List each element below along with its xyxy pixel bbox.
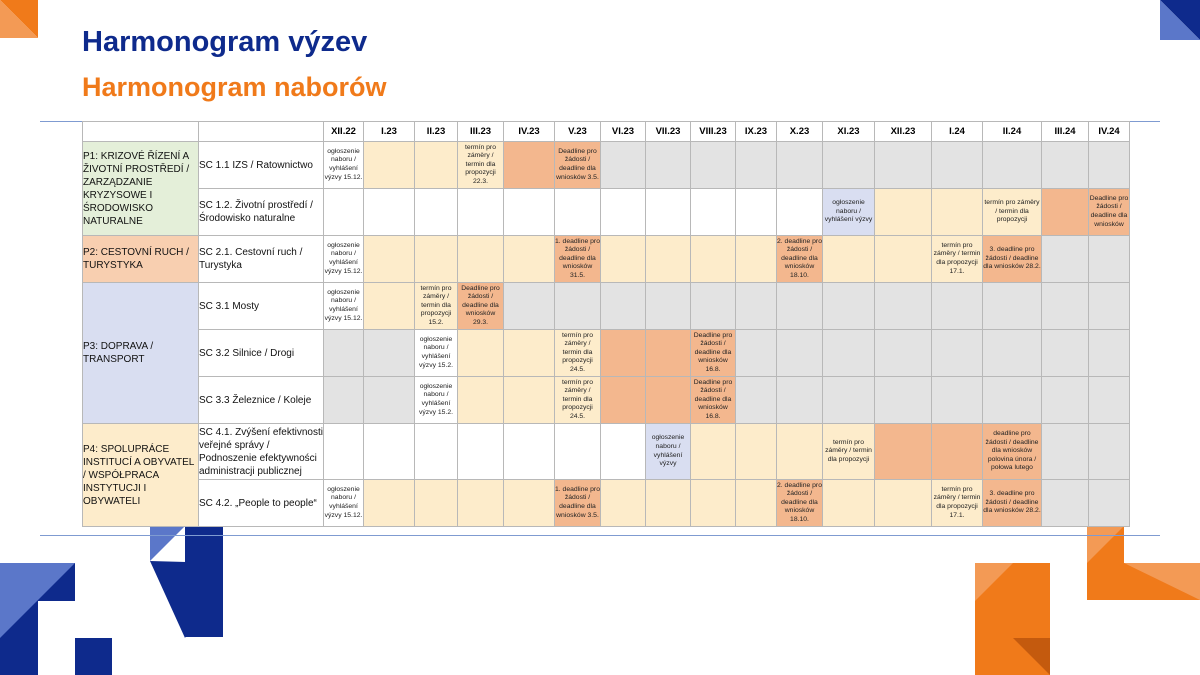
- schedule-cell: [875, 330, 932, 377]
- schedule-cell: [777, 330, 823, 377]
- objective-cell: SC 4.1. Zvýšení efektivnosti veřejné správy / Podnoszenie efektywności administracji publicznej: [199, 424, 324, 480]
- schedule-cell: Deadline pro žádosti / deadline dla wniosków: [1089, 189, 1130, 236]
- schedule-cell: [458, 189, 504, 236]
- schedule-cell: [736, 283, 777, 330]
- schedule-cell: [415, 142, 458, 189]
- header-blank-cell: [83, 122, 199, 142]
- schedule-cell: [646, 142, 691, 189]
- schedule-cell: [364, 377, 415, 424]
- schedule-cell: [504, 142, 555, 189]
- schedule-cell: [1042, 480, 1089, 527]
- month-header: VII.23: [646, 122, 691, 142]
- schedule-cell: [691, 480, 736, 527]
- schedule-cell: 1. deadline pro žádosti / deadline dla wniosków 31.5.: [555, 236, 601, 283]
- schedule-cell: [601, 236, 646, 283]
- schedule-cell: [458, 480, 504, 527]
- schedule-cell: [504, 283, 555, 330]
- schedule-cell: [1042, 283, 1089, 330]
- objective-cell: SC 2.1. Cestovní ruch / Turystyka: [199, 236, 324, 283]
- schedule-cell: [823, 480, 875, 527]
- schedule-cell: [324, 330, 364, 377]
- schedule-cell: [777, 189, 823, 236]
- schedule-cell: [1089, 236, 1130, 283]
- bottom-right-decoration: [975, 526, 1200, 675]
- schedule-cell: termín pro záměry / termin dla propozycji 17.1.: [932, 480, 983, 527]
- schedule-cell: ogłoszenie naboru / vyhlášení výzvy: [823, 189, 875, 236]
- schedule-cell: [777, 142, 823, 189]
- month-header: IV.23: [504, 122, 555, 142]
- schedule-cell: [1089, 142, 1130, 189]
- schedule-cell: termín pro záměry / termin dla propozycji: [823, 424, 875, 480]
- schedule-cell: [1089, 480, 1130, 527]
- schedule-cell: [601, 189, 646, 236]
- schedule-cell: termín pro záměry / termin dla propozycji 17.1.: [932, 236, 983, 283]
- schedule-cell: [691, 236, 736, 283]
- schedule-row: [83, 480, 1130, 527]
- schedule-cell: ogłoszenie naboru / vyhlášení výzvy 15.12.: [324, 142, 364, 189]
- schedule-row: [83, 236, 1130, 283]
- objective-cell: SC 3.1 Mosty: [199, 283, 324, 330]
- schedule-cell: [983, 330, 1042, 377]
- schedule-cell: [324, 424, 364, 480]
- schedule-cell: [736, 330, 777, 377]
- schedule-cell: [691, 283, 736, 330]
- schedule-cell: [364, 330, 415, 377]
- schedule-cell: [736, 424, 777, 480]
- schedule-cell: [932, 377, 983, 424]
- schedule-cell: [458, 424, 504, 480]
- schedule-cell: [601, 424, 646, 480]
- schedule-cell: [736, 480, 777, 527]
- schedule-cell: Deadline pro žádosti / deadline dla wniosków 16.8.: [691, 330, 736, 377]
- title-polish: Harmonogram naborów: [82, 72, 387, 102]
- schedule-cell: [823, 236, 875, 283]
- schedule-row: [83, 377, 1130, 424]
- schedule-cell: [555, 283, 601, 330]
- schedule-cell: [364, 480, 415, 527]
- schedule-cell: [415, 236, 458, 283]
- corner-decoration-top-right: [1160, 0, 1200, 40]
- schedule-cell: ogłoszenie naboru / vyhlášení výzvy 15.12.: [324, 480, 364, 527]
- schedule-cell: [1042, 330, 1089, 377]
- month-header: XI.23: [823, 122, 875, 142]
- schedule-cell: [364, 424, 415, 480]
- schedule-cell: ogłoszenie naboru / vyhlášení výzvy 15.12.: [324, 283, 364, 330]
- schedule-cell: [983, 377, 1042, 424]
- schedule-cell: [1042, 236, 1089, 283]
- schedule-cell: [736, 377, 777, 424]
- objective-cell: SC 3.3 Železnice / Koleje: [199, 377, 324, 424]
- schedule-cell: Deadline pro žádosti / deadline dla wniosków 29.3.: [458, 283, 504, 330]
- schedule-cell: [364, 189, 415, 236]
- title-czech: Harmonogram výzev: [82, 26, 368, 58]
- schedule-cell: [458, 377, 504, 424]
- schedule-cell: [691, 189, 736, 236]
- month-header: II.24: [983, 122, 1042, 142]
- schedule-cell: [504, 189, 555, 236]
- schedule-cell: 2. deadline pro žádosti / deadline dla wniosków 18.10.: [777, 236, 823, 283]
- schedule-cell: 1. deadline pro žádosti / deadline dla wniosków 3.5.: [555, 480, 601, 527]
- schedule-cell: 3. deadline pro žádosti / deadline dla wniosków 28.2.: [983, 480, 1042, 527]
- schedule-cell: [983, 142, 1042, 189]
- schedule-cell: [932, 283, 983, 330]
- schedule-cell: [932, 330, 983, 377]
- objective-cell: SC 1.2. Životní prostředí / Środowisko naturalne: [199, 189, 324, 236]
- schedule-cell: [875, 377, 932, 424]
- priority-cell: P1: KRIZOVÉ ŘÍZENÍ A ŽIVOTNÍ PROSTŘEDÍ / ZARZĄDZANIE KRYZYSOWE I ŚRODOWISKO NATURALNE: [83, 142, 199, 236]
- month-header: IX.23: [736, 122, 777, 142]
- month-header-row: [83, 122, 1130, 142]
- schedule-cell: [601, 377, 646, 424]
- schedule-cell: [691, 142, 736, 189]
- schedule-cell: [1089, 424, 1130, 480]
- schedule-cell: [364, 283, 415, 330]
- month-header: III.23: [458, 122, 504, 142]
- schedule-cell: [504, 377, 555, 424]
- schedule-cell: [646, 283, 691, 330]
- schedule-cell: [736, 189, 777, 236]
- schedule-row: [83, 330, 1130, 377]
- priority-cell: P2: CESTOVNÍ RUCH / TURYSTYKA: [83, 236, 199, 283]
- schedule-cell: [691, 424, 736, 480]
- schedule-cell: [875, 480, 932, 527]
- schedule-cell: [1089, 377, 1130, 424]
- month-header: VIII.23: [691, 122, 736, 142]
- schedule-cell: [1089, 330, 1130, 377]
- schedule-row: [83, 424, 1130, 480]
- schedule-cell: [504, 236, 555, 283]
- corner-decoration-top-left: [0, 0, 40, 40]
- schedule-cell: [324, 377, 364, 424]
- schedule-cell: [736, 142, 777, 189]
- schedule-cell: [777, 377, 823, 424]
- schedule-cell: [458, 330, 504, 377]
- schedule-cell: [415, 424, 458, 480]
- schedule-cell: ogłoszenie naboru / vyhlášení výzvy: [646, 424, 691, 480]
- schedule-cell: termín pro záměry / termin dla propozycji 15.2.: [415, 283, 458, 330]
- schedule-cell: deadline pro žádosti / deadline dla wniosków polovina února / połowa lutego: [983, 424, 1042, 480]
- schedule-cell: [823, 377, 875, 424]
- month-header: I.23: [364, 122, 415, 142]
- month-header: V.23: [555, 122, 601, 142]
- schedule-cell: [932, 142, 983, 189]
- objective-cell: SC 4.2. „People to people“: [199, 480, 324, 527]
- schedule-cell: [736, 236, 777, 283]
- schedule-cell: [415, 189, 458, 236]
- schedule-cell: termín pro záměry / termin dla propozycji 24.5.: [555, 377, 601, 424]
- schedule-cell: [932, 189, 983, 236]
- schedule-cell: [875, 424, 932, 480]
- schedule-cell: [875, 236, 932, 283]
- objective-cell: SC 1.1 IZS / Ratownictwo: [199, 142, 324, 189]
- month-header: XII.23: [875, 122, 932, 142]
- schedule-cell: [1042, 142, 1089, 189]
- schedule-cell: [555, 189, 601, 236]
- schedule-cell: [646, 377, 691, 424]
- schedule-cell: ogłoszenie naboru / vyhlášení výzvy 15.2.: [415, 377, 458, 424]
- schedule-cell: [1042, 424, 1089, 480]
- schedule-cell: [324, 189, 364, 236]
- month-header: IV.24: [1089, 122, 1130, 142]
- schedule-cell: termín pro záměry / termin dla propozycji 24.5.: [555, 330, 601, 377]
- schedule-cell: ogłoszenie naboru / vyhlášení výzvy 15.2.: [415, 330, 458, 377]
- schedule-cell: [646, 189, 691, 236]
- schedule-cell: Deadline pro žádosti / deadline dla wniosków 16.8.: [691, 377, 736, 424]
- month-header: X.23: [777, 122, 823, 142]
- schedule-row: [83, 189, 1130, 236]
- objective-cell: SC 3.2 Silnice / Drogi: [199, 330, 324, 377]
- schedule-cell: [504, 330, 555, 377]
- priority-cell: P4: SPOLUPRÁCE INSTITUCÍ A OBYVATEL / WSPÓŁPRACA INSTYTUCJI I OBYWATELI: [83, 424, 199, 527]
- schedule-cell: termín pro záměry / termin dla propozycji: [983, 189, 1042, 236]
- schedule-cell: [823, 283, 875, 330]
- schedule-cell: [601, 283, 646, 330]
- schedule-cell: [1042, 189, 1089, 236]
- schedule-cell: 2. deadline pro žádosti / deadline dla wniosków 18.10.: [777, 480, 823, 527]
- schedule-cell: [875, 283, 932, 330]
- month-header: II.23: [415, 122, 458, 142]
- schedule-cell: [823, 330, 875, 377]
- schedule-cell: termín pro záměry / termin dla propozycji 22.3.: [458, 142, 504, 189]
- schedule-cell: [875, 189, 932, 236]
- schedule-cell: [983, 283, 1042, 330]
- schedule-cell: [458, 236, 504, 283]
- schedule-row: [83, 283, 1130, 330]
- schedule-cell: [1089, 283, 1130, 330]
- month-header: XII.22: [324, 122, 364, 142]
- schedule-cell: [364, 142, 415, 189]
- schedule-cell: ogłoszenie naboru / vyhlášení výzvy 15.12.: [324, 236, 364, 283]
- schedule-cell: [504, 424, 555, 480]
- schedule-cell: [601, 142, 646, 189]
- month-header: I.24: [932, 122, 983, 142]
- schedule-cell: [932, 424, 983, 480]
- schedule-cell: [875, 142, 932, 189]
- schedule-cell: [601, 330, 646, 377]
- schedule-cell: [646, 480, 691, 527]
- header-blank-cell: [199, 122, 324, 142]
- schedule-cell: [504, 480, 555, 527]
- schedule-cell: [646, 236, 691, 283]
- bottom-left-decoration: [0, 526, 260, 675]
- schedule-cell: [777, 424, 823, 480]
- schedule-table: [82, 121, 1130, 527]
- schedule-row: [83, 142, 1130, 189]
- schedule-cell: [646, 330, 691, 377]
- schedule-cell: [1042, 377, 1089, 424]
- schedule-cell: [601, 480, 646, 527]
- schedule-cell: [415, 480, 458, 527]
- schedule-cell: Deadline pro žádosti / deadline dla wniosków 3.5.: [555, 142, 601, 189]
- month-header: III.24: [1042, 122, 1089, 142]
- schedule-cell: [364, 236, 415, 283]
- bottom-divider-line: [40, 535, 1160, 536]
- schedule-cell: [777, 283, 823, 330]
- schedule-cell: [823, 142, 875, 189]
- priority-cell: P3: DOPRAVA / TRANSPORT: [83, 283, 199, 424]
- month-header: VI.23: [601, 122, 646, 142]
- schedule-cell: [555, 424, 601, 480]
- schedule-cell: 3. deadline pro žádosti / deadline dla wniosków 28.2.: [983, 236, 1042, 283]
- schedule-body: [83, 142, 1130, 527]
